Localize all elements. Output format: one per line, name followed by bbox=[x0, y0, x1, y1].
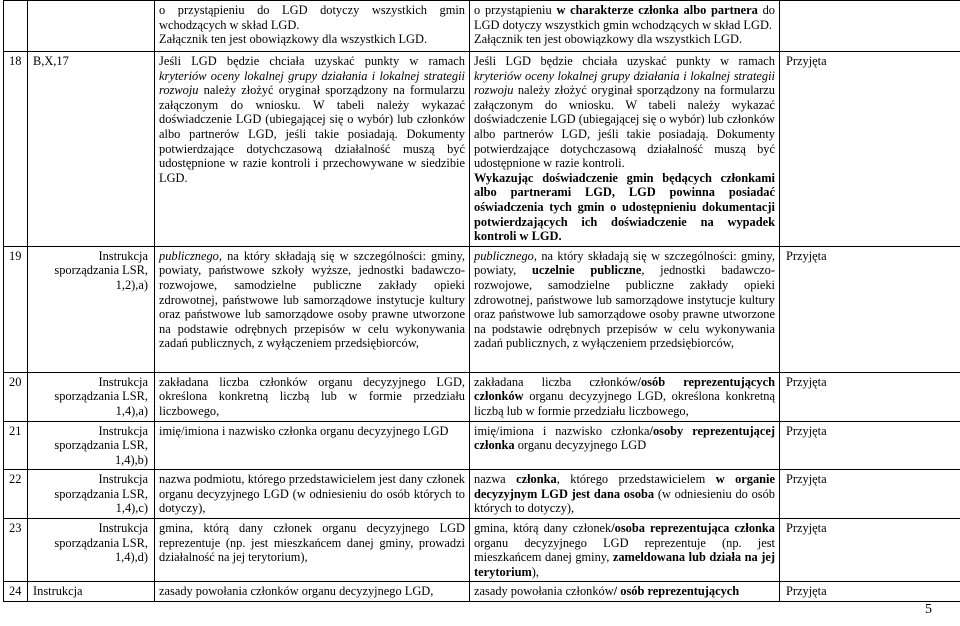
table-row bbox=[4, 470, 960, 519]
proposed-part: do LGD dotyczy wszystkich gmin wchodzących w skład LGD. bbox=[474, 3, 775, 32]
status-cell: Przyjęta bbox=[780, 582, 960, 602]
row-source: Instrukcja sporządzania LSR, 1,4),d) bbox=[28, 519, 155, 582]
row-source: Instrukcja sporządzania LSR, 1,4),c) bbox=[28, 470, 155, 519]
status-cell: Przyjęta bbox=[780, 372, 960, 421]
proposed-part-italic: kryteriów oceny lokalnej grupy działania i lokalnej strategii rozwoju bbox=[474, 68, 775, 98]
row-source bbox=[28, 1, 155, 52]
proposed-part: zakładana liczba członków bbox=[474, 374, 638, 389]
table-row bbox=[4, 421, 960, 470]
row-source: Instrukcja sporządzania LSR, 1,4),b) bbox=[28, 421, 155, 470]
proposed-text bbox=[470, 372, 780, 421]
row-source: Instrukcja bbox=[28, 582, 155, 602]
proposed-text bbox=[470, 421, 780, 470]
row-source: Instrukcja sporządzania LSR, 1,4),a) bbox=[28, 372, 155, 421]
row-number: 23 bbox=[4, 519, 28, 582]
table-row bbox=[4, 52, 960, 247]
proposed-text bbox=[470, 52, 780, 247]
proposed-part-italic: publicznego bbox=[474, 248, 534, 263]
original-part: należy złożyć oryginał sporządzony na formularzu załączonym do wniosku. W tabeli należy wykazać doświadczenie LGD (ubiegającej się o wybór) lub członków albo partnerów LGD, jeśli takie posiadają. Dokumenty potwierdzające dotychczasową działalność muszą być udostępnione w razie kontroli i przechowywane w siedzibie LGD. bbox=[159, 83, 465, 185]
proposed-text bbox=[470, 1, 780, 52]
original-part: Jeśli LGD będzie chciała uzyskać punkty w ramach bbox=[159, 54, 465, 68]
original-part: , na który składają się w szczególności: gminy, powiaty, państwowe szkoły wyższe, jednostki badawczo-rozwojowe, samodzielne publiczne zakłady opieki zdrowotnej, państwowe lub samorządowe instytucje kultury oraz państwowe lub samorządowe osoby prawne utworzone na podstawie odrębnych przepisów w celu wykonywania zadań publicznych, z wyłączeniem przedsiębiorców, bbox=[159, 248, 465, 351]
row-source: Instrukcja sporządzania LSR, 1,2),a) bbox=[28, 246, 155, 372]
table-row bbox=[4, 519, 960, 582]
table-row bbox=[4, 582, 960, 602]
proposed-text bbox=[470, 519, 780, 582]
proposed-part: , jednostki badawczo-rozwojowe, samodzielne publiczne zakłady opieki zdrowotnej, państwowe lub samorządowe instytucje kultury oraz państwowe lub samorządowe osoby prawne utworzone na podstawie odrębnych przepisów w celu wykonywania zadań publicznych, z wyłączeniem przedsiębiorców, bbox=[474, 263, 775, 351]
original-part: Załącznik ten jest obowiązkowy dla wszystkich LGD. bbox=[159, 32, 428, 47]
table-row bbox=[4, 1, 960, 52]
proposed-part-bold: w organie decyzyjnym LGD jest dana osoba bbox=[474, 472, 775, 501]
original-text: zakładana liczba członków organu decyzyjnego LGD, określona konkretną liczbą lub w formie przedziału liczbowego, bbox=[155, 372, 470, 421]
proposed-part: należy złożyć oryginał sporządzony na formularzu załączonym do wniosku. W tabeli należy wykazać doświadczenie LGD (ubiegającej się o wybór) lub członków albo partnerów LGD, jeśli takie posiadają. Dokumenty potwierdzające dotychczasową działalność muszą być udostępnione w razie kontroli. bbox=[474, 83, 775, 171]
original-text: gmina, którą dany członek organu decyzyjnego LGD reprezentuje (np. jest mieszkańcem danej gminy, prowadzi działalność na jej terytorium), bbox=[155, 519, 470, 582]
row-number bbox=[4, 1, 28, 52]
proposed-part: imię/imiona i nazwisko członka bbox=[474, 423, 650, 438]
proposed-part-bold: Wykazując doświadczenie gmin będących członkami albo partnerami LGD, LGD powinna posiadać oświadczenia tych gmin o udostępnieniu dokumentacji potwierdzających ich doświadczenie na wypadek kontroli w LGD. bbox=[474, 170, 775, 244]
original-part-italic: kryteriów oceny lokalnej grupy działania i lokalnej strategii rozwoju bbox=[159, 68, 465, 98]
proposed-part-bold: /osób reprezentujących członków bbox=[474, 374, 775, 404]
proposed-part: zasady powołania członków bbox=[474, 584, 614, 599]
proposed-part: o przystąpieniu bbox=[474, 3, 557, 17]
table-row bbox=[4, 372, 960, 421]
original-part-italic: publicznego bbox=[159, 248, 219, 263]
proposed-text bbox=[470, 246, 780, 372]
proposed-part-bold: /osoby reprezentującej członka bbox=[474, 423, 775, 453]
proposed-text bbox=[470, 582, 780, 602]
proposed-part-bold: w charakterze członka albo partnera bbox=[556, 3, 758, 17]
proposed-part: Jeśli LGD będzie chciała uzyskać punkty w ramach bbox=[474, 54, 775, 68]
proposed-text bbox=[470, 470, 780, 519]
row-number: 19 bbox=[4, 246, 28, 372]
proposed-part-bold: członka bbox=[516, 472, 557, 487]
proposed-part: , którego przedstawicielem bbox=[556, 472, 716, 487]
proposed-part-bold: /osoba reprezentująca członka bbox=[611, 521, 775, 536]
status-cell: Przyjęta bbox=[780, 421, 960, 470]
proposed-part: ), bbox=[531, 564, 540, 579]
row-number: 20 bbox=[4, 372, 28, 421]
proposed-part-bold: zameldowana lub działa na jej terytorium bbox=[474, 550, 775, 579]
row-number: 18 bbox=[4, 52, 28, 247]
proposed-part: nazwa bbox=[474, 472, 517, 487]
status-cell: Przyjęta bbox=[780, 519, 960, 582]
proposed-part: organu decyzyjnego LGD bbox=[514, 438, 647, 453]
table-row bbox=[4, 246, 960, 372]
proposed-part: organu decyzyjnego LGD reprezentuje (np. jest mieszkańcem danej gminy, bbox=[474, 535, 775, 565]
proposed-part: organu decyzyjnego LGD, określona konkretną liczbą lub w formie przedziału liczbowego, bbox=[474, 389, 775, 418]
row-number: 21 bbox=[4, 421, 28, 470]
proposed-part: gmina, którą dany członek bbox=[474, 521, 612, 536]
proposed-part: , na który składają się w szczególności: gminy, powiaty, bbox=[474, 248, 775, 278]
page-number: 5 bbox=[925, 602, 932, 617]
original-text: imię/imiona i nazwisko członka organu decyzyjnego LGD bbox=[155, 421, 470, 470]
proposed-part: (w odniesieniu do osób których to dotyczy), bbox=[474, 486, 775, 516]
original-text: nazwa podmiotu, którego przedstawicielem jest dany członek organu decyzyjnego LGD (w odniesieniu do osób których to dotyczy), bbox=[155, 470, 470, 519]
original-text bbox=[155, 52, 470, 247]
proposed-part-bold: uczelnie publiczne bbox=[531, 263, 642, 278]
status-cell: Przyjęta bbox=[780, 246, 960, 372]
comparison-table bbox=[3, 0, 960, 602]
proposed-part-bold: / osób reprezentujących bbox=[613, 584, 740, 599]
row-number: 24 bbox=[4, 582, 28, 602]
proposed-part: Załącznik ten jest obowiązkowy dla wszystkich LGD. bbox=[474, 32, 743, 47]
original-text bbox=[155, 1, 470, 52]
status-cell: Przyjęta bbox=[780, 470, 960, 519]
status-cell bbox=[780, 1, 960, 52]
original-text bbox=[155, 246, 470, 372]
row-source: B,X,17 bbox=[28, 52, 155, 247]
original-part: o przystąpieniu do LGD dotyczy wszystkich gmin wchodzących w skład LGD. bbox=[159, 3, 465, 32]
row-number: 22 bbox=[4, 470, 28, 519]
status-cell: Przyjęta bbox=[780, 52, 960, 247]
original-text: zasady powołania członków organu decyzyjnego LGD, bbox=[155, 582, 470, 602]
